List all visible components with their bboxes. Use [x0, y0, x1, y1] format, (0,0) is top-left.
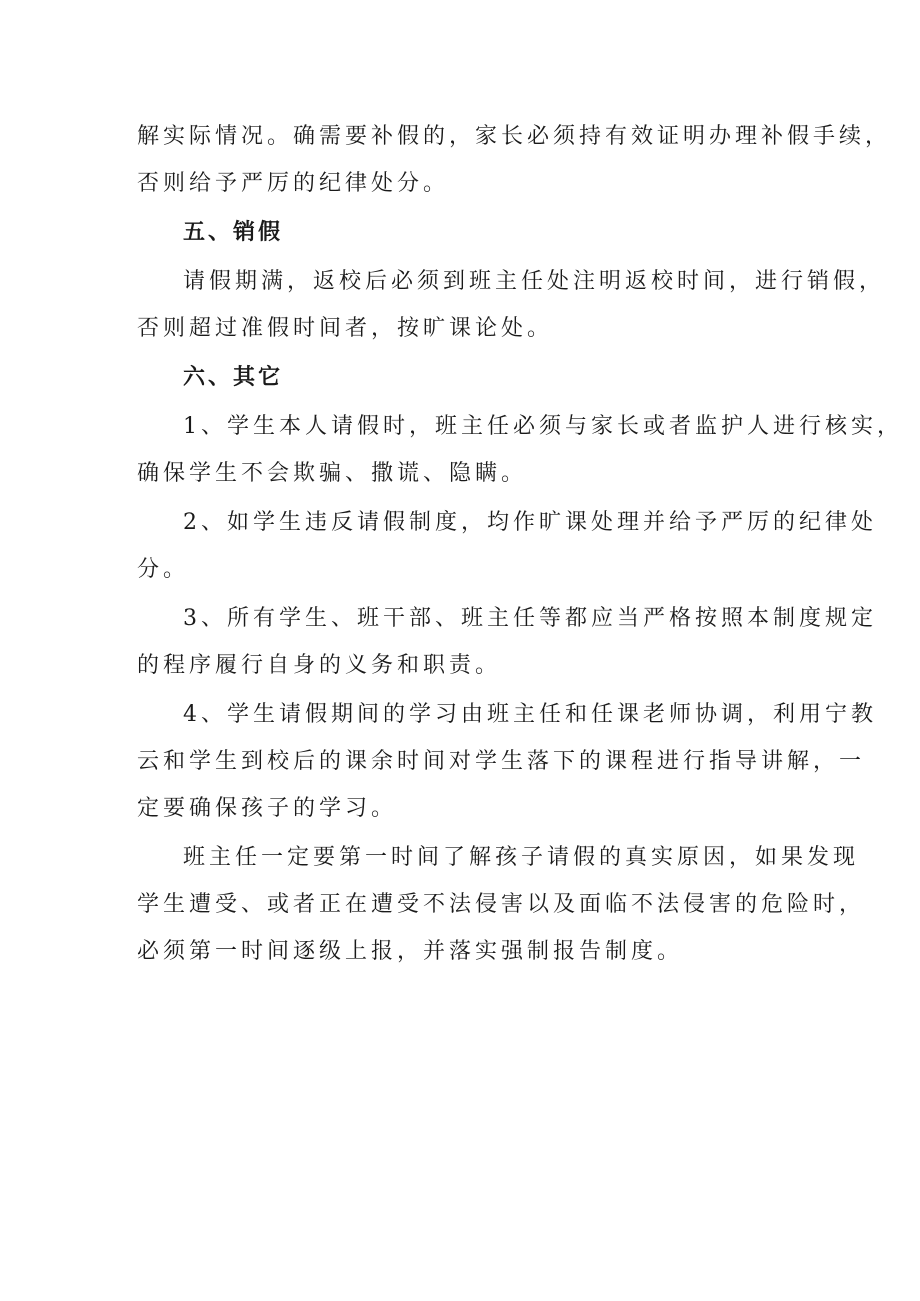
text-line: 否则超过准假时间者，按旷课论处。	[137, 316, 554, 341]
text-line: 云和学生到校后的课余时间对学生落下的课程进行指导讲解，一	[137, 749, 866, 774]
text-line: 定要确保孩子的学习。	[137, 796, 398, 821]
text-line: 班主任一定要第一时间了解孩子请假的真实原因，如果发现	[183, 845, 860, 870]
text-line: 必须第一时间逐级上报，并落实强制报告制度。	[137, 939, 684, 964]
paragraph-item-2	[137, 508, 877, 585]
paragraph-continuation	[137, 122, 892, 199]
paragraph-item-1	[137, 412, 903, 489]
text-line: 的程序履行自身的义务和职责。	[137, 653, 502, 678]
text-line: 学生遭受、或者正在遭受不法侵害以及面临不法侵害的危险时，	[137, 892, 866, 917]
text-line: 分。	[137, 557, 190, 582]
section-heading-other: 六、其它	[183, 365, 284, 390]
text-line: 3、所有学生、班干部、班主任等都应当严格按照本制度规定	[183, 606, 877, 631]
paragraph-cancel-leave	[137, 267, 886, 344]
paragraph-closing	[137, 843, 866, 967]
document-page	[137, 122, 903, 967]
text-line: 确保学生不会欺骗、撒谎、隐瞒。	[137, 461, 528, 486]
text-line: 1、学生本人请假时，班主任必须与家长或者监护人进行核实，	[183, 414, 903, 439]
paragraph-item-3	[137, 604, 877, 681]
text-line: 解实际情况。确需要补假的，家长必须持有效证明办理补假手续，	[137, 124, 892, 149]
text-line: 请假期满，返校后必须到班主任处注明返校时间，进行销假，	[183, 269, 886, 294]
text-line: 2、如学生违反请假制度，均作旷课处理并给予严厉的纪律处	[183, 510, 877, 535]
section-heading-cancel-leave: 五、销假	[183, 220, 284, 245]
text-line: 4、学生请假期间的学习由班主任和任课老师协调，利用宁教	[183, 702, 877, 727]
text-line: 否则给予严厉的纪律处分。	[137, 171, 450, 196]
paragraph-item-4	[137, 700, 877, 824]
